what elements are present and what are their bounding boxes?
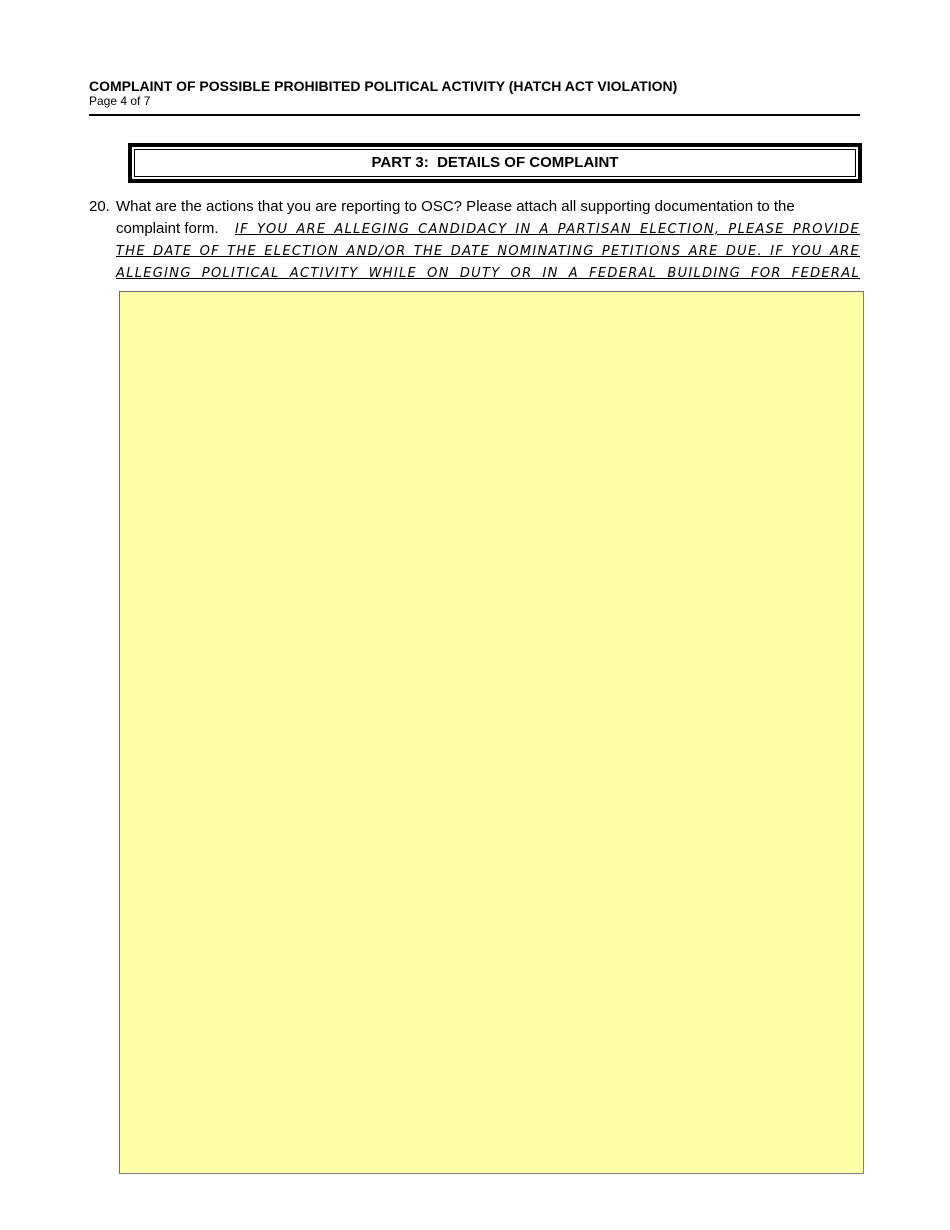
question-text-continued [116, 220, 860, 238]
form-title: COMPLAINT OF POSSIBLE PROHIBITED POLITICAL ACTIVITY (HATCH ACT VIOLATION) [89, 78, 678, 94]
header-divider [89, 114, 860, 116]
question-number: 20. [89, 198, 110, 215]
instruction-text-line-1: IF YOU ARE ALLEGING CANDIDACY IN A PARTISAN ELECTION, PLEASE PROVIDE [235, 222, 860, 237]
question-text: What are the actions that you are reporting to OSC? Please attach all supporting documentation to the [116, 198, 795, 215]
instruction-text-line-3: ALLEGING POLITICAL ACTIVITY WHILE ON DUTY OR IN A FEDERAL BUILDING FOR FEDERAL [116, 266, 860, 281]
page-number: Page 4 of 7 [89, 94, 151, 108]
question-text-end: complaint form. [116, 220, 219, 237]
complaint-details-field[interactable] [119, 291, 864, 1174]
section-heading-box [128, 143, 862, 183]
instruction-text-line-2: THE DATE OF THE ELECTION AND/OR THE DATE NOMINATING PETITIONS ARE DUE. IF YOU ARE [116, 244, 860, 259]
section-heading: PART 3: DETAILS OF COMPLAINT [134, 149, 856, 177]
